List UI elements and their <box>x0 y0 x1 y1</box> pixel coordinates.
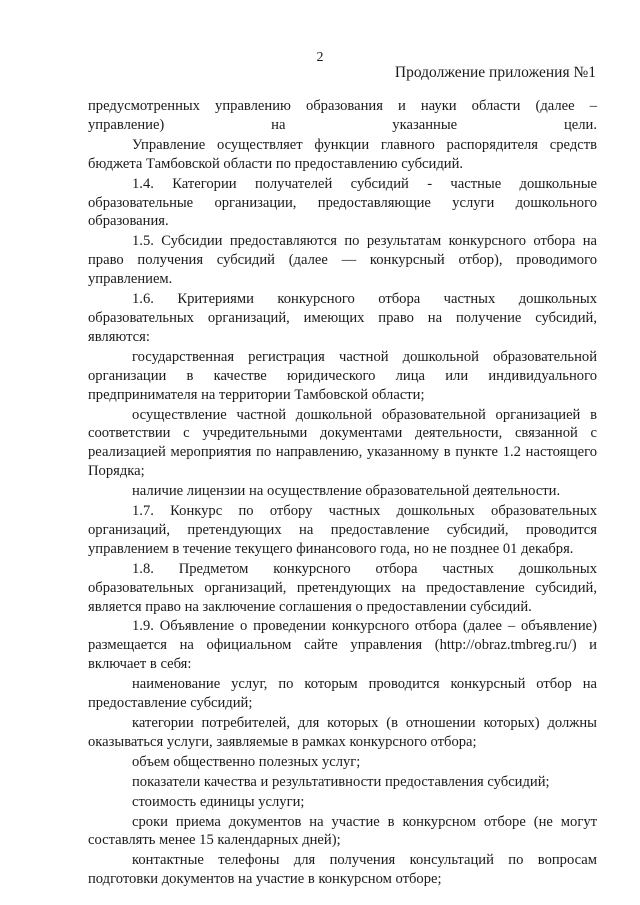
paragraph: наличие лицензии на осуществление образовательной деятельности. <box>132 483 561 500</box>
page-number: 2 <box>316 50 324 65</box>
appendix-note: Продолжение приложения №1 <box>394 64 596 81</box>
paragraph: категории потребителей, для которых (в отношении которых) должны оказываться услуги, заявляемые в рамках конкурсного отбора; <box>88 715 597 750</box>
paragraph: 1.4. Категории получателей субсидий - частные дошкольные образовательные организации, предоставляющие услуги дошкольного образования. <box>88 175 597 230</box>
paragraph: сроки приема документов на участие в конкурсном отборе (не могут составлять менее 15 календарных дней); <box>88 813 597 849</box>
paragraph: 1.9. Объявление о проведении конкурсного отбора (далее – объявление) размещается на официальном сайте управления (http://obraz.tmbreg.ru/) и включает в себя: <box>88 618 597 673</box>
paragraph: 1.7. Конкурс по отбору частных дошкольных образовательных организаций, претендующих на предоставление субсидий, проводится управлением в течение текущего финансового года, но не позднее 01 декабря. <box>88 503 597 557</box>
paragraph: 1.6. Критериями конкурсного отбора частных дошкольных образовательных организаций, имеющих право на получение субсидий, являются: <box>88 291 597 345</box>
paragraph: Управление осуществляет функции главного распорядителя средств бюджета Тамбовской области по предоставлению субсидий. <box>88 136 597 172</box>
paragraph: предусмотренных управлению образования и науки области (далее – управление) на указанные цели. <box>88 98 597 133</box>
document-body <box>88 97 597 890</box>
paragraph: наименование услуг, по которым проводится конкурсный отбор на предоставление субсидий; <box>88 676 597 712</box>
paragraph: государственная регистрация частной дошкольной образовательной организации в качестве юридического лица или индивидуального предпринимателя на территории Тамбовской области; <box>88 348 597 403</box>
paragraph: осуществление частной дошкольной образовательной организацией в соответствии с учредительными документами деятельности, связанной с реализацией мероприятия по направлению, указанному в пункте 1.2 настоящего Порядка; <box>88 406 597 480</box>
paragraph: контактные телефоны для получения консультаций по вопросам подготовки документов на участие в конкурсном отборе; <box>88 852 597 888</box>
paragraph: показатели качества и результативности предоставления субсидий; <box>132 773 550 790</box>
paragraph: 1.5. Субсидии предоставляются по результатам конкурсного отбора на право получения субсидий (далее — конкурсный отбор), проводимого управлением. <box>88 233 597 288</box>
paragraph: 1.8. Предметом конкурсного отбора частных дошкольных образовательных организаций, претендующих на предоставление субсидий, является право на заключение соглашения о предоставлении субсидий. <box>88 560 597 615</box>
paragraph: объем общественно полезных услуг; <box>132 753 361 770</box>
paragraph: стоимость единицы услуги; <box>132 793 305 810</box>
